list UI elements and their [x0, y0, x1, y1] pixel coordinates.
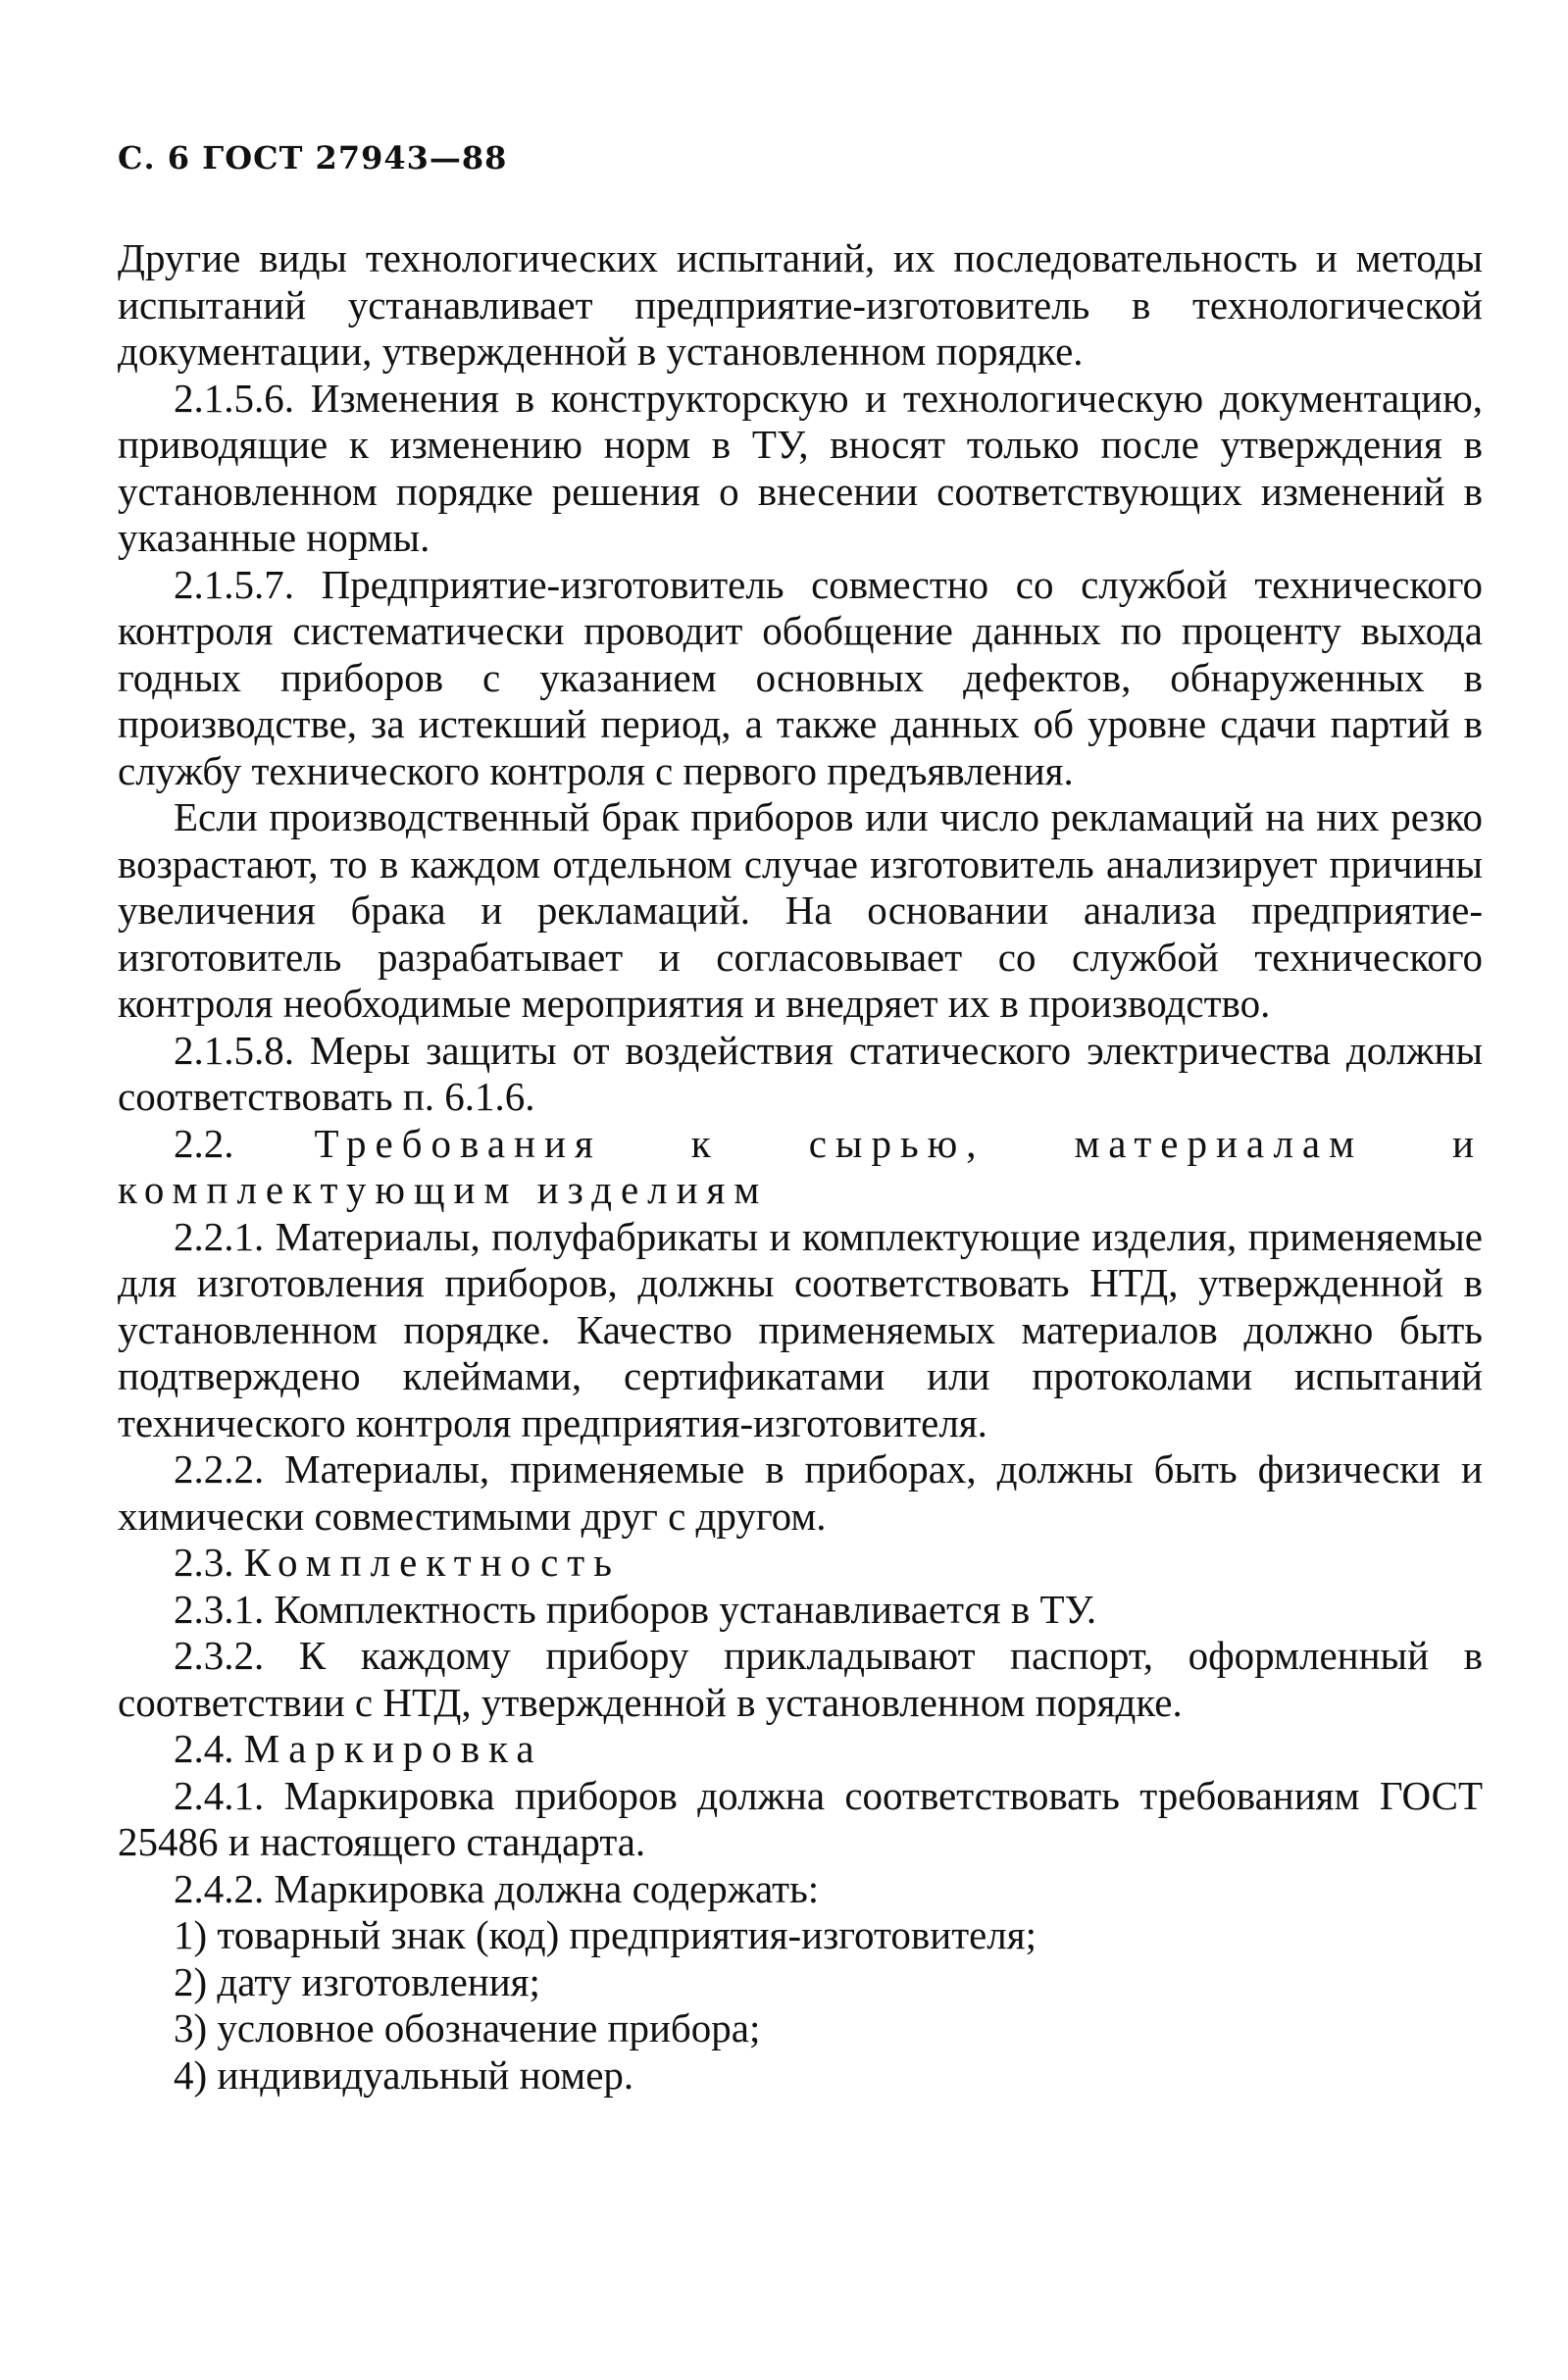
section-title: Маркировка: [243, 1726, 543, 1771]
paragraph: 2.1.5.8. Меры защиты от воздействия статического электричества должны соответствовать п. 6.1.6.: [118, 1027, 1483, 1119]
list-item: 1) товарный знак (код) предприятия-изготовителя;: [174, 1912, 1037, 1957]
paragraph: 2.1.5.6. Изменения в конструкторскую и технологическую документацию, приводящие к изменению норм в ТУ, вносят только после утверждения в установленном порядке решения о внесении соответствующих изменений в указанные нормы.: [118, 375, 1483, 560]
section-number: 2.4.: [174, 1726, 234, 1771]
section-title: Комплектность: [243, 1540, 621, 1585]
list-item: 3) условное обозначение прибора;: [174, 2005, 761, 2051]
paragraph: Если производственный брак приборов или число рекламаций на них резко возрастают, то в каждом отдельном случае изготовитель анализирует причины увеличения брака и рекламаций. На основании анализа предприятие-изготовитель разрабатывает и согласовывает со службой технического контроля необходимые мероприятия и внедряет их в производство.: [118, 794, 1483, 1026]
paragraph: 2.4.2. Маркировка должна содержать:: [174, 1865, 820, 1911]
page-header: С. 6 ГОСТ 27943—88: [118, 139, 508, 177]
section-heading-2-4: [118, 1726, 1483, 1773]
marking-list: [118, 1912, 1483, 2099]
paragraph: 2.2.1. Материалы, полуфабрикаты и комплектующие изделия, применяемые для изготовления приборов, должны соответствовать НТД, утвержденной в установленном порядке. Качество применяемых материалов должно быть подтверждено клеймами, сертификатами или протоколами испытаний технического контроля предприятия-изготовителя.: [118, 1213, 1483, 1445]
paragraph: 2.1.5.7. Предприятие-изготовитель совместно со службой технического контроля систематически проводит обобщение данных по проценту выхода годных приборов с указанием основных дефектов, обнаруженных в производстве, за истекший период, а также данных об уровне сдачи партий в службу технического контроля с первого предъявления.: [118, 561, 1483, 793]
paragraph: 2.4.1. Маркировка приборов должна соответствовать требованиям ГОСТ 25486 и настоящего стандарта.: [118, 1772, 1483, 1864]
paragraph: Другие виды технологических испытаний, их последовательность и методы испытаний устанавливает предприятие-изготовитель в технологической документации, утвержденной в установленном порядке.: [118, 235, 1483, 374]
section-title: Требования к сырью, материалам и комплектующим изделиям: [118, 1120, 1483, 1212]
paragraph: 2.3.2. К каждому прибору прикладывают паспорт, оформленный в соответствии с НТД, утвержденной в установленном порядке.: [118, 1633, 1483, 1725]
paragraph: 2.2.2. Материалы, применяемые в приборах, должны быть физически и химически совместимыми друг с другом.: [118, 1446, 1483, 1539]
list-item: 4) индивидуальный номер.: [174, 2051, 634, 2098]
section-number: 2.2.: [174, 1120, 234, 1166]
document-body: [118, 235, 1483, 2099]
section-heading-2-2: [118, 1121, 1483, 1214]
section-heading-2-3: [118, 1540, 1483, 1587]
paragraph: 2.3.1. Комплектность приборов устанавливается в ТУ.: [174, 1586, 1097, 1632]
list-item: 2) дату изготовления;: [174, 1958, 540, 2004]
section-number: 2.3.: [174, 1540, 234, 1585]
